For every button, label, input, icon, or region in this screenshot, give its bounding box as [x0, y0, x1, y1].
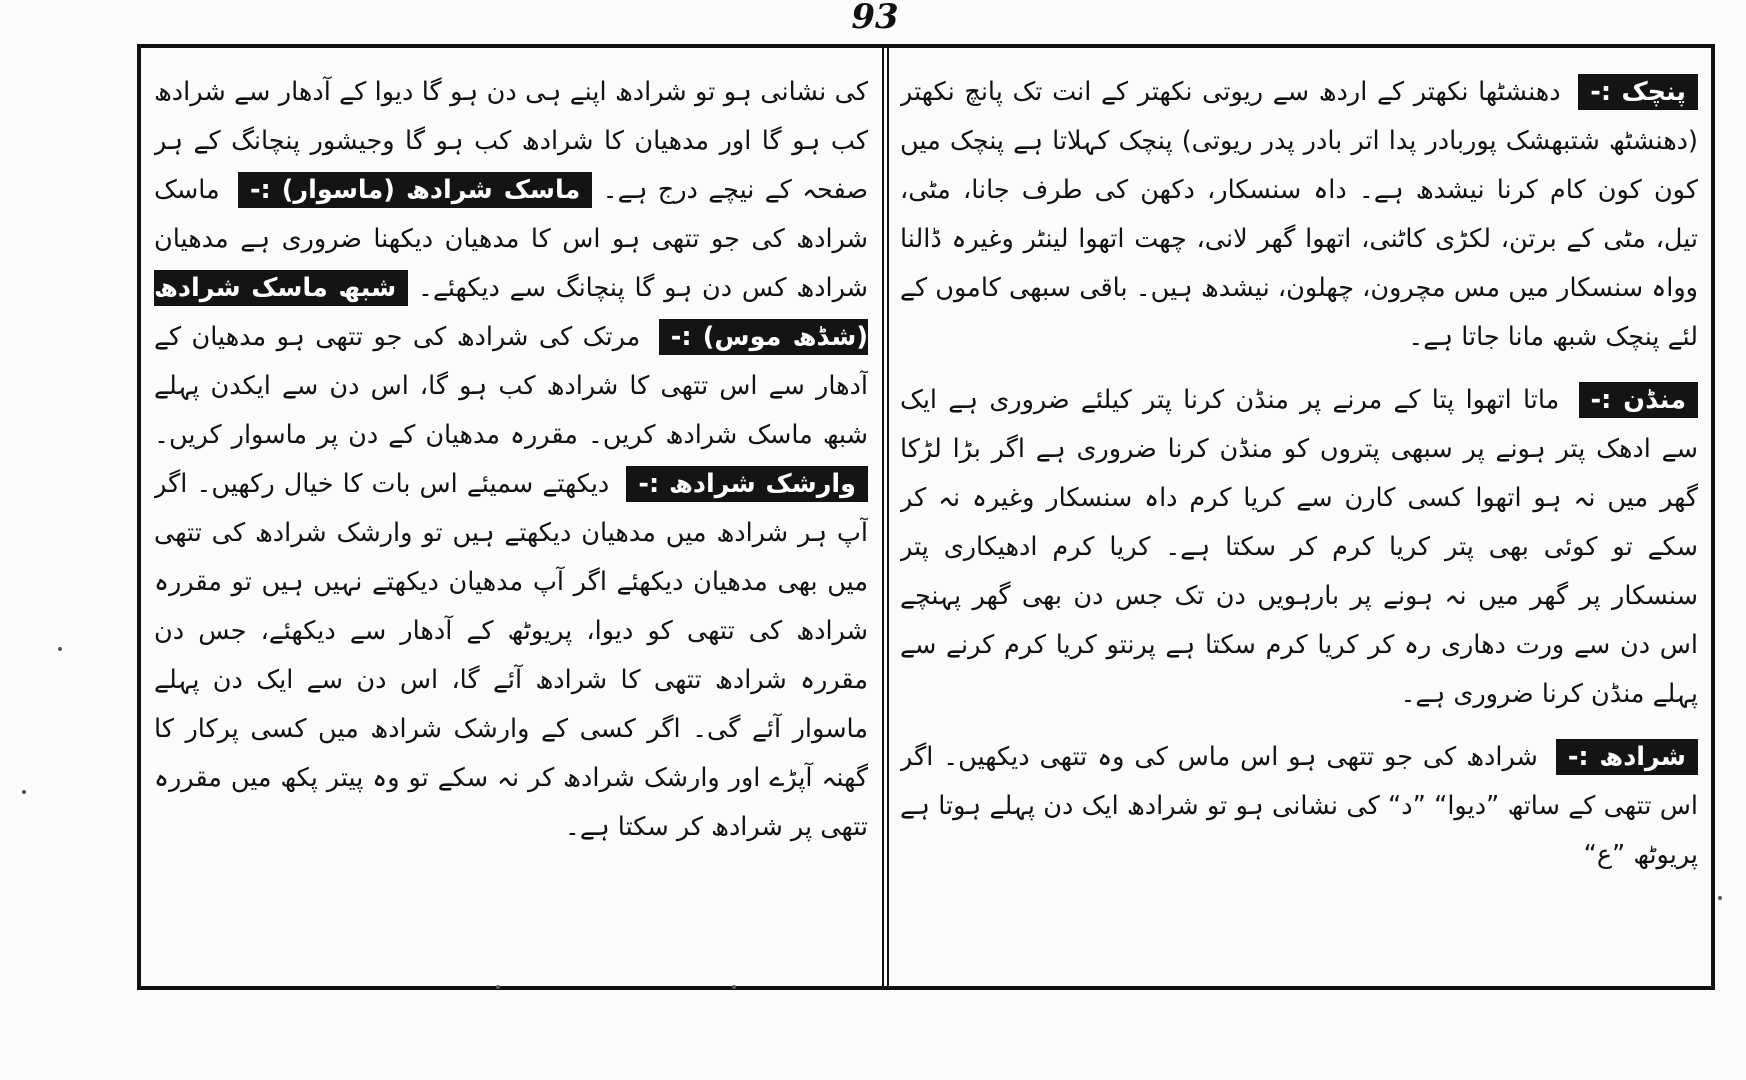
text-shubh-masik-shraddh: مرتک کی شرادھ کی جو تتھی ہو مدھیان کے آدھار سے اس تتھی کا شرادھ کب ہو گا، اس دن سے ایکدن پہلے شبھ ماسک شرادھ کریں۔ مقررہ مدھیان کے دن پر ماسوار کریں۔: [154, 322, 868, 450]
heading-mundan: منڈن :-: [1579, 382, 1698, 418]
text-mundan: ماتا اتھوا پتا کے مرنے پر منڈن کرنا پتر کیلئے ضروری ہے ایک سے ادھک پتر ہونے پر سبھی پتروں کو منڈن کرنا ضروری ہے اگر بڑا لڑکا گھر میں نہ ہو اتھوا کسی کارن سے کریا کرم داہ سنسکار وغیرہ نہ کر سکے تو کوئی بھی پتر کریا کرم کر سکتا ہے۔ کریا کرم ادھیکاری پتر سنسکار پر گھر میں نہ ہونے پر بارہویں دن تک جس دن بھی گھر پہنچے اس دن سے ورت دھاری رہ کر کریا کرم سکتا ہے پرنتو کریا کرم کرنے سے پہلے منڈن کرنا ضروری ہے۔: [900, 385, 1698, 709]
scan-speck: [496, 985, 500, 989]
heading-masik-shraddh: ماسک شرادھ (ماسوار) :-: [238, 172, 592, 208]
text-shraddh: شرادھ کی جو تتھی ہو اس ماس کی وہ تتھی دیکھیں۔ اگر اس تتھی کے ساتھ ”دیوا“ ”د“ کی نشانی ہو تو شرادھ ایک دن پہلے ہوتا ہے پریوٹھ ”ع“: [900, 742, 1698, 870]
text-panchak: دھنشٹھا نکھتر کے اردھ سے ریوتی نکھتر کے انت تک پانچ نکھتر (دھنشٹھ شتبھشک پوربادر پدا اتر بادر پدر ریوتی) پنچک کہلاتا ہے پنچک میں کون کون کام کرنا نیشدھ ہے۔ داہ سنسکار، دکھن کی طرف جانا، مٹی، تیل، مٹی کے برتن، لکڑی کاٹنی، اتھوا گھر لانی، چھت اتھوا لینٹر وغیرہ ڈالنا وواہ سنسکار میں مس مچرون، چھلون، نیشدھ ہیں۔ باقی سبھی کاموں کے لئے پنچک شبھ مانا جاتا ہے۔: [900, 77, 1698, 352]
section-mundan: [900, 376, 1698, 719]
text-masik-shraddh: ماسک شرادھ کی جو تتھی ہو اس کا مدھیان دیکھنا ضروری ہے مدھیان شرادھ کس دن ہو گا پنچانگ سے دیکھئے۔: [154, 175, 868, 303]
scan-speck: [58, 647, 62, 651]
right-column: [900, 68, 1698, 968]
column-divider: [882, 44, 889, 990]
scan-speck: [732, 985, 736, 989]
scan-speck: [1718, 896, 1722, 900]
scan-speck: [22, 790, 26, 794]
section-shraddh: [900, 733, 1698, 880]
text-varshik-shraddh: دیکھتے سمیئے اس بات کا خیال رکھیں۔ اگر آپ ہر شرادھ میں مدھیان دیکھتے ہیں تو وارشک شرادھ کی تتھی میں بھی مدھیان دیکھئے اگر آپ مدھیان دیکھتے نہیں ہیں تو مقررہ شرادھ کی تتھی کو دیوا، پریوٹھ کے آدھار سے دیکھئے، جس دن مقررہ شرادھ تتھی کا شرادھ آئے گا، اس دن سے ایک دن پہلے ماسوار آئے گی۔ اگر کسی کے وارشک شرادھ میں کسی پرکار کا گھنہ آپڑے اور وارشک شرادھ کر نہ سکے تو وہ پیتر پکھ میں مقررہ تتھی پر شرادھ کر سکتا ہے۔: [154, 469, 868, 842]
heading-shubh-masik-shraddh: شبھ ماسک شرادھ (شڈھ موس) :-: [154, 270, 868, 355]
heading-shraddh: شرادھ :-: [1556, 739, 1698, 775]
section-panchak: [900, 68, 1698, 362]
left-column: [154, 68, 868, 968]
page-number: 93: [851, 0, 899, 37]
heading-panchak: پنچک :-: [1578, 74, 1698, 110]
heading-varshik-shraddh: وارشک شرادھ :-: [626, 466, 868, 502]
text-continuation: کی نشانی ہو تو شرادھ اپنے ہی دن ہو گا دیوا کے آدھار سے شرادھ کب ہو گا اور مدھیان کا شرادھ کب ہو گا وجیشور پنچانگ کے ہر صفحہ کے نیچے درج ہے۔: [154, 77, 868, 205]
section-continuation: [154, 68, 868, 852]
